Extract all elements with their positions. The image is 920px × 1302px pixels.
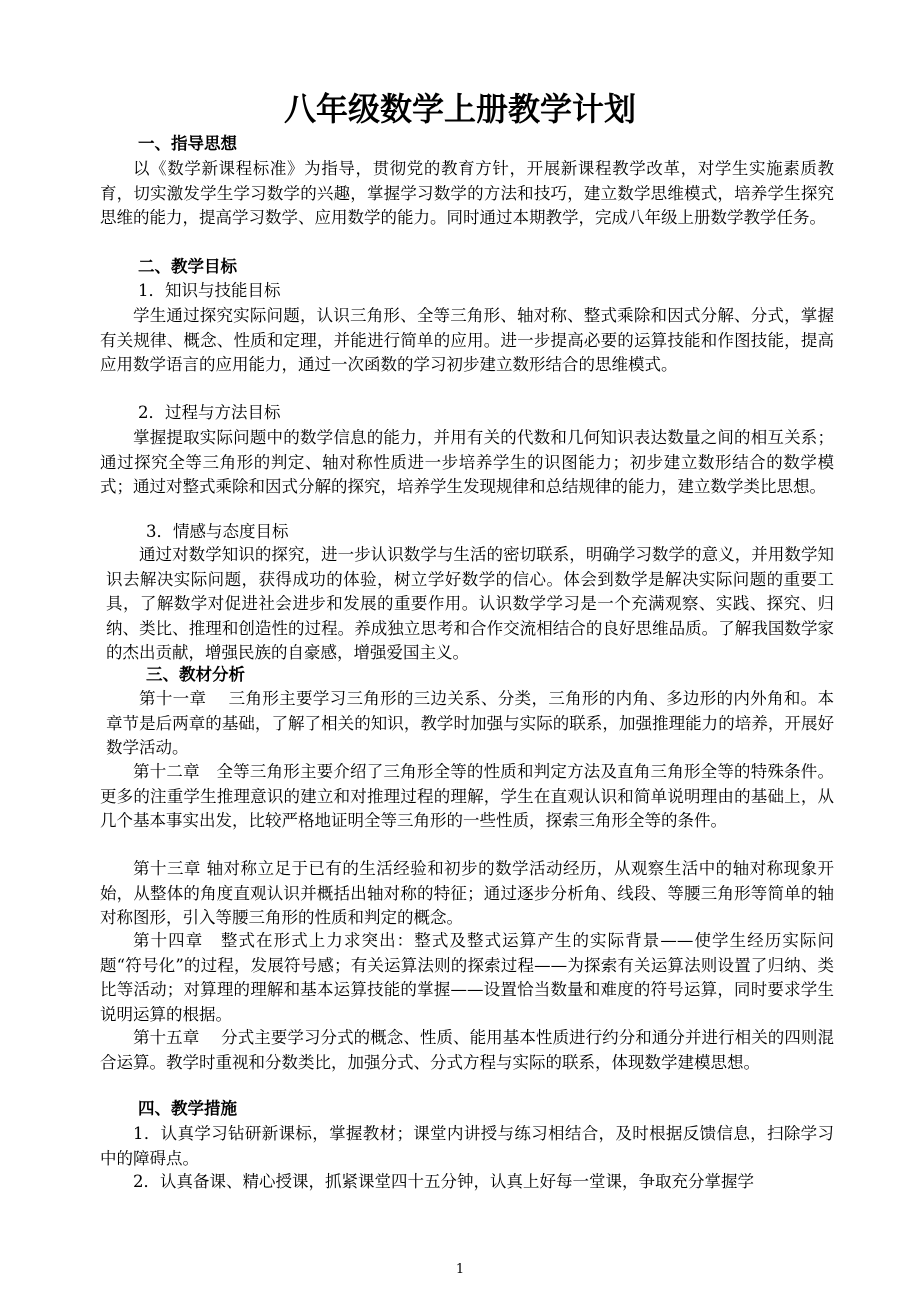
paragraph-measure-2: 2．认真备课、精心授课，抓紧课堂四十五分钟，认真上好每一堂课，争取充分掌握学 — [133, 1172, 754, 1191]
paragraph-chapter-12: 第十二章 全等三角形主要介绍了三角形全等的性质和判定方法及直角三角形全等的特殊条件。更多的注重学生推理意识的建立和对推理过程的理解，学生在直观认识和简单说明理由的基础上，从几个基本事实出发，比较严格地证明全等三角形的一些性质，探索三角形全等的条件。 — [100, 762, 834, 830]
paragraph-measure-1: 1．认真学习钻研新课标，掌握教材；课堂内讲授与练习相结合，及时根据反馈信息，扫除学习中的障碍点。 — [100, 1124, 834, 1168]
subheading-process-methods: 2．过程与方法目标 — [138, 403, 281, 422]
subheading-emotion-attitude: 3．情感与态度目标 — [146, 522, 289, 541]
paragraph-chapter-14: 第十四章 整式在形式上力求突出：整式及整式运算产生的实际背景——使学生经历实际问题“符号化”的过程，发展符号感；有关运算法则的探索过程——为探索有关运算法则设置了归纳、类比等活动；对算理的理解和基本运算技能的掌握——设置恰当数量和难度的符号运算，同时要求学生说明运算的根据。 — [100, 931, 834, 1024]
paragraph-chapter-15: 第十五章 分式主要学习分式的概念、性质、能用基本性质进行约分和通分并进行相关的四则混合运算。教学时重视和分数类比，加强分式、分式方程与实际的联系，体现数学建模思想。 — [100, 1028, 834, 1072]
section-heading-teaching-goals: 二、教学目标 — [138, 257, 237, 276]
subheading-knowledge-skills: 1．知识与技能目标 — [138, 281, 281, 300]
page-number: 1 — [455, 1262, 465, 1277]
paragraph-process-methods: 掌握提取实际问题中的数学信息的能力，并用有关的代数和几何知识表达数量之间的相互关系；通过探究全等三角形的判定、轴对称性质进一步培养学生的识图能力；初步建立数形结合的数学模式；通过对整式乘除和因式分解的探究，培养学生发现规律和总结规律的能力，建立数学类比思想。 — [100, 428, 834, 496]
section-heading-teaching-measures: 四、教学措施 — [138, 1099, 237, 1118]
page-title: 八年级数学上册教学计划 — [283, 90, 636, 128]
section-heading-guiding-thought: 一、指导思想 — [138, 134, 237, 153]
paragraph-chapter-11: 第十一章 三角形主要学习三角形的三边关系、分类，三角形的内角、多边形的内外角和。本章节是后两章的基础，了解了相关的知识，教学时加强与实际的联系，加强推理能力的培养，开展好数学活动。 — [106, 689, 834, 757]
section-heading-textbook-analysis: 三、教材分析 — [146, 665, 245, 684]
paragraph-knowledge-skills: 学生通过探究实际问题，认识三角形、全等三角形、轴对称、整式乘除和因式分解、分式，掌握有关规律、概念、性质和定理，并能进行简单的应用。进一步提高必要的运算技能和作图技能，提高应用数学语言的应用能力，通过一次函数的学习初步建立数形结合的思维模式。 — [100, 306, 834, 374]
paragraph-chapter-13: 第十三章 轴对称立足于已有的生活经验和初步的数学活动经历，从观察生活中的轴对称现象开始，从整体的角度直观认识并概括出轴对称的特征；通过逐步分析角、线段、等腰三角形等简单的轴对称图形，引入等腰三角形的性质和判定的概念。 — [100, 859, 834, 927]
paragraph-emotion-attitude: 通过对数学知识的探究，进一步认识数学与生活的密切联系，明确学习数学的意义，并用数学知识去解决实际问题，获得成功的体验，树立学好数学的信心。体会到数学是解决实际问题的重要工具，了解数学对促进社会进步和发展的重要作用。认识数学学习是一个充满观察、实践、探究、归纳、类比、推理和创造性的过程。养成独立思考和合作交流相结合的良好思维品质。了解我国数学家的杰出贡献，增强民族的自豪感，增强爱国主义。 — [106, 545, 834, 662]
paragraph-guiding-thought: 以《数学新课程标准》为指导，贯彻党的教育方针，开展新课程教学改革，对学生实施素质教育，切实激发学生学习数学的兴趣，掌握学习数学的方法和技巧，建立数学思维模式，培养学生探究思维的能力，提高学习数学、应用数学的能力。同时通过本期教学，完成八年级上册数学教学任务。 — [100, 159, 834, 227]
